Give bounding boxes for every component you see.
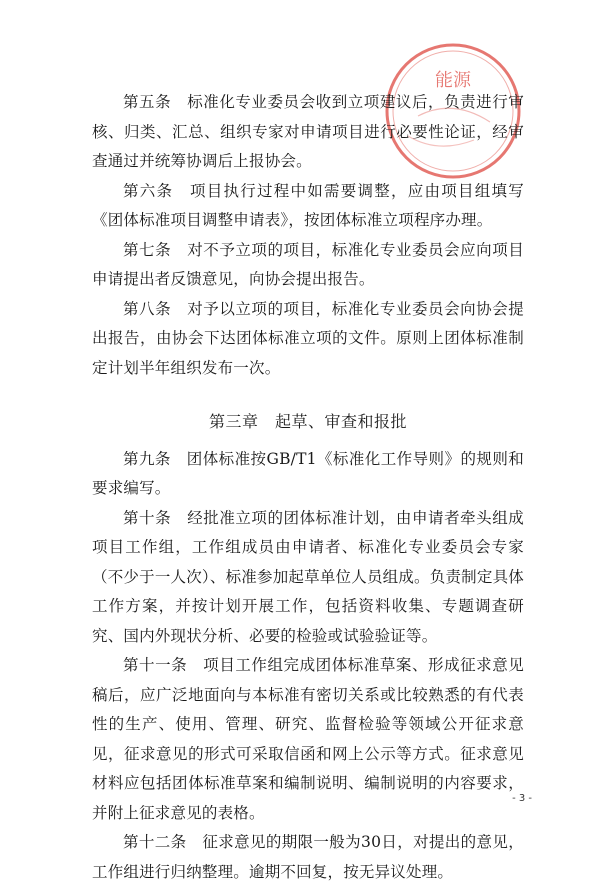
article-6: 第六条 项目执行过程中如需要调整，应由项目组填写《团体标准项目调整申请表》，按团体标准立项程序办理。 (92, 177, 524, 236)
article-list-top (92, 88, 524, 383)
chapter-title: 第三章 起草、审查和报批 (92, 407, 524, 437)
article-12: 第十二条 征求意见的期限一般为30日，对提出的意见，工作组进行归纳整理。逾期不回复，按无异议处理。 (92, 828, 524, 887)
article-8: 第八条 对予以立项的项目，标准化专业委员会向协会提出报告，由协会下达团体标准立项的文件。原则上团体标准制定计划半年组织发布一次。 (92, 295, 524, 384)
article-7: 第七条 对不予立项的项目，标准化专业委员会应向项目申请提出者反馈意见，向协会提出报告。 (92, 236, 524, 295)
article-11: 第十一条 项目工作组完成团体标准草案、形成征求意见稿后，应广泛地面向与本标准有密切关系或比较熟悉的有代表性的生产、使用、管理、研究、监督检验等领域公开征求意见，征求意见的形式可采取信函和网上公示等方式。征求意见材料应包括团体标准草案和编制说明、编制说明的内容要求，并附上征求意见的表格。 (92, 651, 524, 828)
page-number: - 3 - (512, 793, 532, 804)
seal-text: 能源 (435, 70, 472, 91)
article-5: 第五条 标准化专业委员会收到立项建议后，负责进行审核、归类、汇总、组织专家对申请项目进行必要性论证，经审查通过并统筹协调后上报协会。 (92, 88, 524, 177)
article-list-bottom (92, 445, 524, 887)
article-9: 第九条 团体标准按GB/T1《标准化工作导则》的规则和要求编写。 (92, 445, 524, 504)
article-10: 第十条 经批准立项的团体标准计划，由申请者牵头组成项目工作组，工作组成员由申请者、标准化专业委员会专家（不少于一人次）、标准参加起草单位人员组成。负责制定具体工作方案，并按计划开展工作，包括资料收集、专题调查研究、国内外现状分析、必要的检验或试验验证等。 (92, 504, 524, 652)
document-body (92, 88, 524, 887)
